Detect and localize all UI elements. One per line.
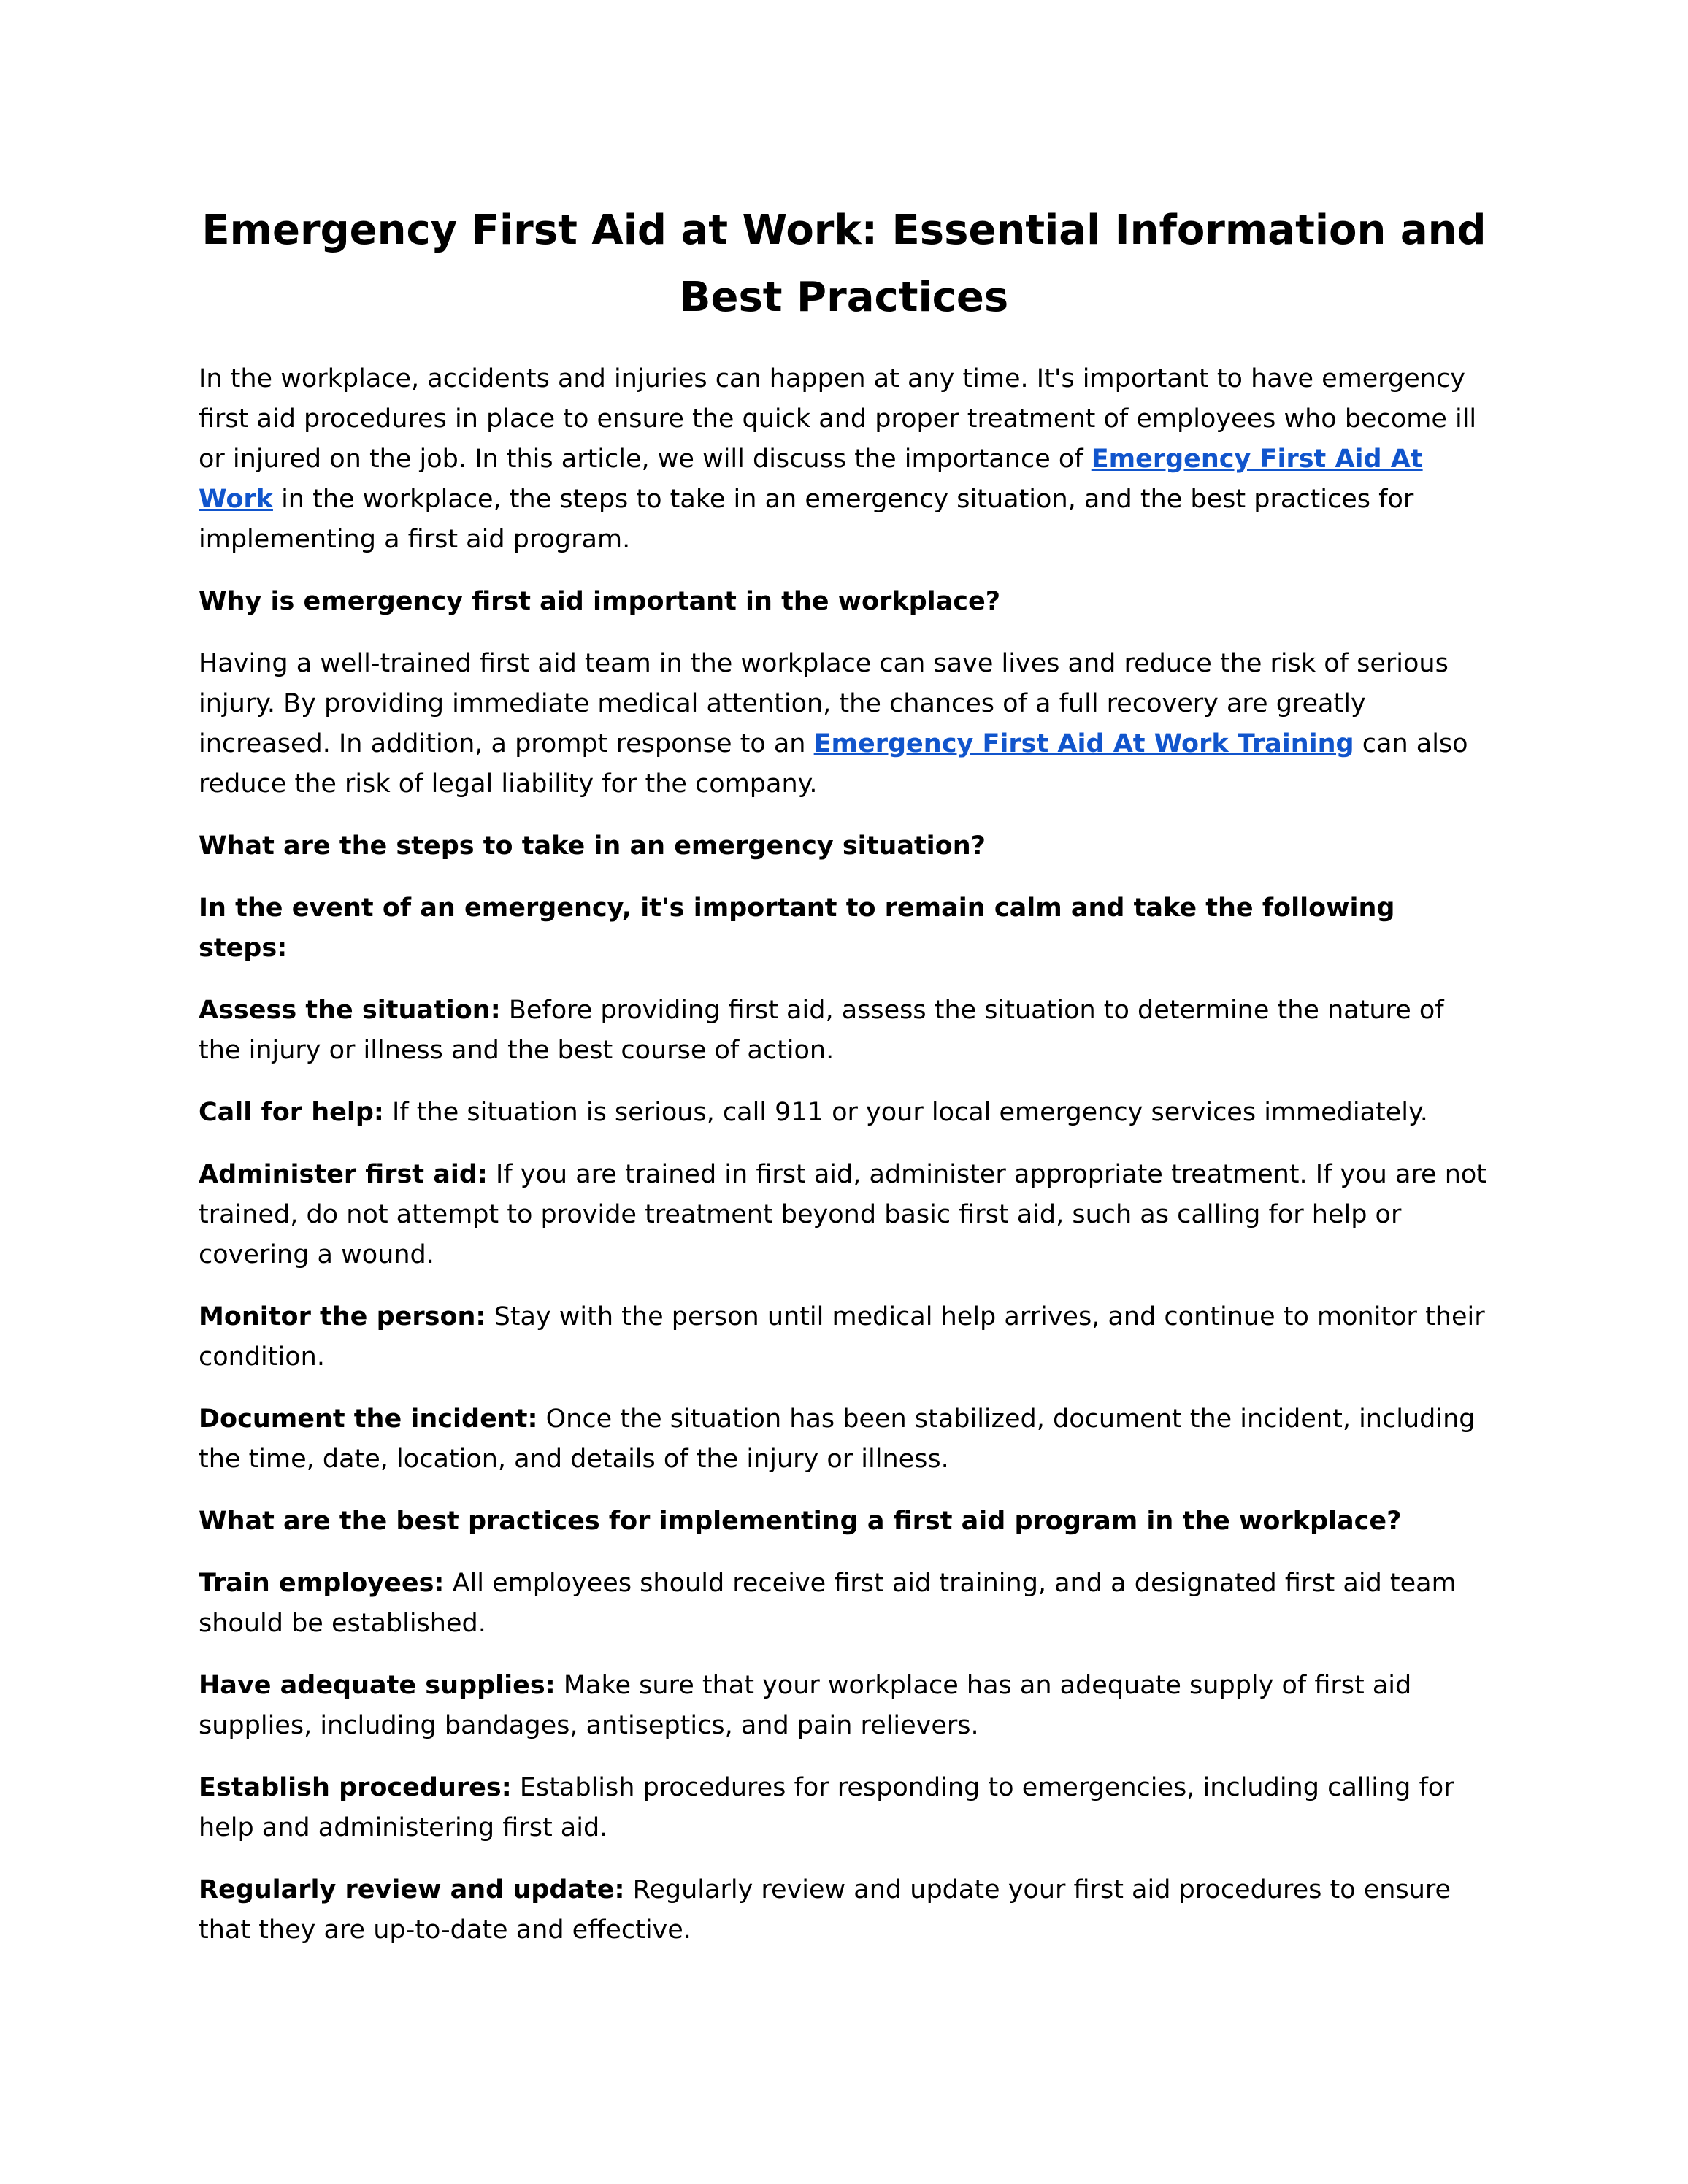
- step-term: Document the incident:: [199, 1404, 538, 1434]
- practice-review: [199, 1870, 1489, 1950]
- practice-term: Establish procedures:: [199, 1773, 512, 1802]
- practice-text: Establish procedures for responding to emergencies, including calling for help and administering first aid.: [199, 1773, 1454, 1842]
- step-term: Monitor the person:: [199, 1302, 486, 1331]
- step-assess: [199, 991, 1489, 1071]
- document-title: Emergency First Aid at Work: Essential Information and Best Practices: [202, 207, 1486, 321]
- importance-paragraph: [199, 644, 1489, 804]
- importance-text-after: can also reduce the risk of legal liability for the company.: [199, 729, 1468, 799]
- section-heading-steps: What are the steps to take in an emergency situation?: [199, 831, 986, 861]
- intro-text-after: in the workplace, the steps to take in an emergency situation, and the best practices for implementing a first aid program.: [199, 485, 1414, 554]
- practice-term: Have adequate supplies:: [199, 1671, 556, 1700]
- practice-term: Regularly review and update:: [199, 1875, 625, 1904]
- section-heading-best-practices: What are the best practices for implementing a first aid program in the workplace?: [199, 1507, 1402, 1536]
- practice-text: All employees should receive first aid training, and a designated first aid team should be established.: [199, 1569, 1457, 1638]
- practice-supplies: [199, 1666, 1489, 1746]
- step-term: Administer first aid:: [199, 1160, 488, 1189]
- importance-text-before: Having a well-trained first aid team in the workplace can save lives and reduce the risk of serious injury. By providing immediate medical attention, the chances of a full recovery are greatly increased. In addition, a prompt response to an: [199, 649, 1449, 758]
- step-text: If you are trained in first aid, administer appropriate treatment. If you are not trained, do not attempt to provide treatment beyond basic first aid, such as calling for help or covering a wound.: [199, 1160, 1487, 1269]
- practice-procedures: [199, 1768, 1489, 1848]
- practice-term: Train employees:: [199, 1569, 445, 1598]
- practice-train: [199, 1564, 1489, 1644]
- step-term: Assess the situation:: [199, 996, 501, 1025]
- document-page: [199, 197, 1489, 1972]
- intro-paragraph: [199, 359, 1489, 560]
- step-monitor: [199, 1297, 1489, 1377]
- step-administer: [199, 1155, 1489, 1275]
- step-term: Call for help:: [199, 1098, 384, 1127]
- step-text: Once the situation has been stabilized, document the incident, including the time, date, location, and details of the injury or illness.: [199, 1404, 1476, 1474]
- step-call-for-help: [199, 1093, 1489, 1133]
- step-text: Stay with the person until medical help arrives, and continue to monitor their condition.: [199, 1302, 1485, 1372]
- emergency-first-aid-training-link[interactable]: Emergency First Aid At Work Training: [813, 729, 1354, 758]
- intro-text-before: In the workplace, accidents and injuries can happen at any time. It's important to have emergency first aid procedures in place to ensure the quick and proper treatment of employees who become ill or injured on the job. In this article, we will discuss the importance of: [199, 364, 1477, 474]
- step-text: If the situation is serious, call 911 or your local emergency services immediately.: [383, 1098, 1428, 1127]
- section-heading-importance: Why is emergency first aid important in the workplace?: [199, 587, 1001, 616]
- steps-subheading: In the event of an emergency, it's important to remain calm and take the following steps:: [199, 893, 1395, 963]
- practice-text: Regularly review and update your first aid procedures to ensure that they are up-to-date and effective.: [199, 1875, 1451, 1945]
- step-document: [199, 1399, 1489, 1480]
- step-text: Before providing first aid, assess the situation to determine the nature of the injury or illness and the best course of action.: [199, 996, 1444, 1065]
- emergency-first-aid-at-work-link[interactable]: Emergency First Aid At Work: [199, 445, 1423, 514]
- practice-text: Make sure that your workplace has an adequate supply of first aid supplies, including bandages, antiseptics, and pain relievers.: [199, 1671, 1412, 1740]
